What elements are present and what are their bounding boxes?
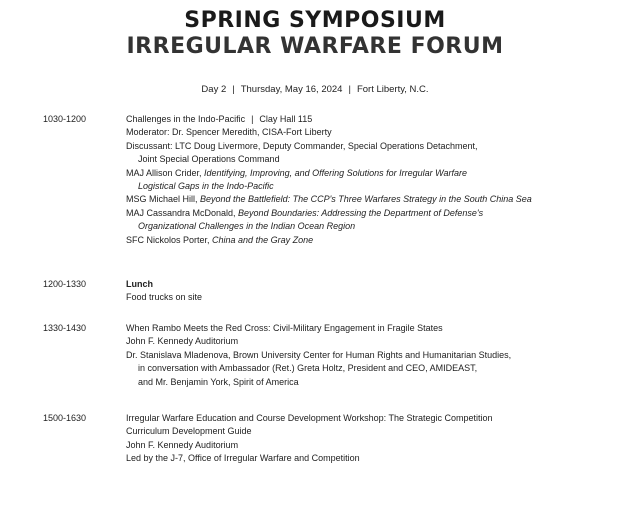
- speaker: [126, 234, 606, 247]
- session-detail-continued: and Mr. Benjamin York, Spirit of America: [138, 376, 299, 387]
- date-label: Thursday, May 16, 2024: [240, 84, 343, 95]
- speaker: [126, 193, 606, 206]
- session-time: 1200-1330: [43, 279, 87, 289]
- speaker: [126, 207, 606, 220]
- session-title: When Rambo Meets the Red Cross: Civil-Military Engagement in Fragile States: [126, 323, 443, 333]
- session-title-continued: Curriculum Development Guide: [126, 426, 252, 437]
- event-title: SPRING SYMPOSIUM: [184, 8, 446, 33]
- page-header: [0, 8, 630, 60]
- session-title: Irregular Warfare Education and Course Development Workshop: The Strategic Competition: [126, 413, 493, 423]
- session-detail: Food trucks on site: [126, 292, 203, 303]
- session-detail: Dr. Stanislava Mladenova, Brown University Center for Human Rights and Humanitarian Studies,: [126, 349, 512, 360]
- talk-title: Beyond Boundaries: Addressing the Department of Defense's: [238, 207, 484, 218]
- session-title-line: [126, 113, 606, 126]
- session-title: Lunch: [126, 279, 153, 289]
- speaker-name: MAJ Allison Crider,: [126, 167, 205, 178]
- session-time: 1030-1200: [43, 114, 87, 124]
- session-title: Challenges in the Indo-Pacific: [126, 114, 246, 124]
- discussant: Discussant: LTC Doug Livermore, Deputy Commander, Special Operations Detachment,: [126, 140, 478, 151]
- session-time: 1500-1630: [43, 413, 87, 423]
- session-room: John F. Kennedy Auditorium: [126, 336, 239, 347]
- session-room: John F. Kennedy Auditorium: [126, 439, 239, 450]
- session-room: Clay Hall 115: [259, 114, 313, 124]
- session-content: [126, 278, 606, 305]
- speaker-name: MSG Michael Hill,: [126, 194, 201, 205]
- dateline: [0, 84, 630, 95]
- talk-title: Identifying, Improving, and Offering Solutions for Irregular Warfare: [204, 167, 467, 178]
- speaker-name: MAJ Cassandra McDonald,: [126, 207, 239, 218]
- separator: |: [348, 84, 351, 95]
- talk-title-continued: Logistical Gaps in the Indo-Pacific: [138, 181, 274, 192]
- separator: |: [251, 114, 254, 124]
- talk-title: China and the Gray Zone: [212, 234, 314, 245]
- session-content: [126, 113, 606, 247]
- separator: |: [232, 84, 235, 95]
- talk-title-continued: Organizational Challenges in the Indian Ocean Region: [138, 221, 356, 232]
- speaker: [126, 167, 606, 180]
- event-subtitle: IRREGULAR WARFARE FORUM: [126, 34, 504, 59]
- session-detail-continued: in conversation with Ambassador (Ret.) Greta Holtz, President and CEO, AMIDEAST,: [138, 363, 478, 374]
- session-detail: Led by the J-7, Office of Irregular Warfare and Competition: [126, 453, 360, 464]
- moderator: Moderator: Dr. Spencer Meredith, CISA-Fort Liberty: [126, 127, 332, 138]
- session-content: [126, 412, 606, 466]
- discussant-continued: Joint Special Operations Command: [138, 154, 280, 165]
- session-content: [126, 322, 606, 389]
- day-label: Day 2: [201, 84, 227, 95]
- location-label: Fort Liberty, N.C.: [356, 84, 429, 95]
- speaker-name: SFC Nickolos Porter,: [126, 234, 213, 245]
- talk-title: Beyond the Battlefield: The CCP's Three Warfares Strategy in the South China Sea: [200, 194, 532, 205]
- session-time: 1330-1430: [43, 323, 87, 333]
